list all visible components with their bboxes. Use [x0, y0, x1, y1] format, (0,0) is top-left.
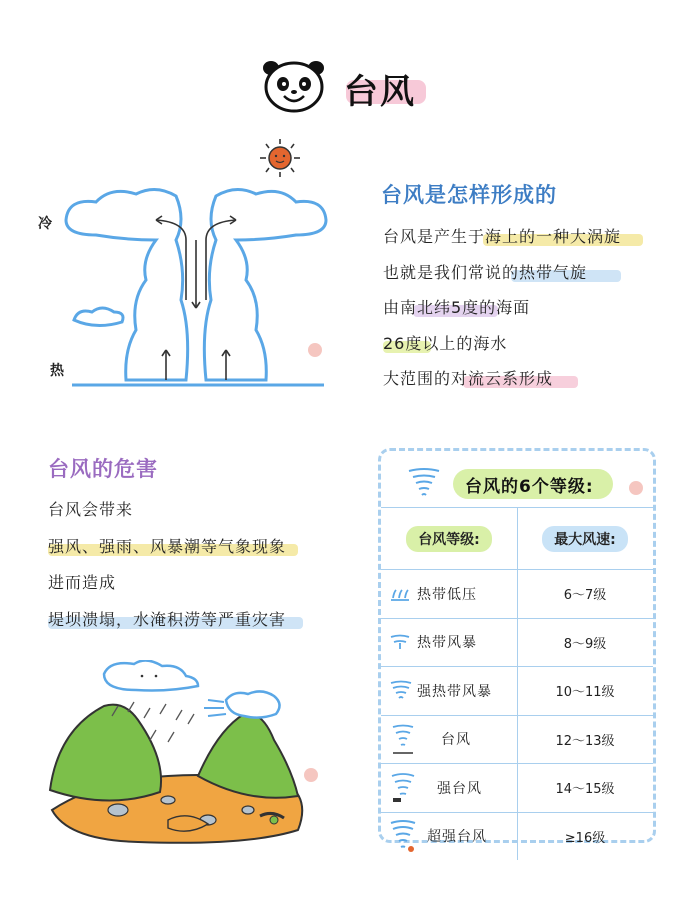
wind-speed: 12～13级 — [555, 733, 615, 749]
hazard-line-text: 强风、强雨、风暴潮等气象现象 — [48, 536, 287, 556]
formation-line-text: 大范围的对流云系形成 — [383, 369, 554, 388]
tornado-icon — [407, 467, 441, 499]
title-block — [258, 58, 438, 114]
wind-speed: 8～9级 — [563, 636, 607, 652]
hazard-line — [48, 607, 348, 644]
typhoon-icon — [389, 723, 417, 755]
hazard-line-text: 进而造成 — [48, 573, 117, 592]
level-name: 强台风 — [437, 780, 482, 797]
hazard-text — [48, 497, 348, 643]
level-name: 超强台风 — [427, 829, 487, 846]
low-pressure-icon — [389, 586, 411, 602]
col-level-header: 台风等级: — [406, 526, 492, 552]
wind-speed: ≥16级 — [564, 830, 606, 846]
seal-stamp — [308, 343, 322, 357]
col-speed-header: 最大风速: — [542, 526, 628, 552]
seal-stamp — [629, 481, 643, 495]
sun-icon — [258, 138, 302, 178]
wind-speed: 10～11级 — [555, 685, 615, 701]
table-row — [381, 666, 653, 715]
hazard-line — [48, 570, 348, 607]
table-row — [381, 763, 653, 812]
page-title: 台风 — [344, 72, 416, 112]
grade-header — [393, 461, 648, 507]
table-row — [381, 812, 653, 861]
hazard-line-text: 台风会带来 — [48, 500, 134, 519]
formation-line-text: 26度以上的海水 — [383, 333, 508, 353]
grade-table — [381, 507, 653, 860]
seal-stamp — [304, 768, 318, 782]
formation-line — [383, 366, 683, 402]
level-name: 强热带风暴 — [417, 683, 492, 700]
hazard-line — [48, 534, 348, 571]
super-typhoon-icon — [389, 819, 417, 853]
hazard-heading: 台风的危害 — [48, 457, 158, 481]
hazard-line — [48, 497, 348, 534]
formation-line-text: 也就是我们常说的热带气旋 — [383, 262, 588, 282]
severe-storm-icon — [389, 680, 413, 702]
tropical-storm-icon — [389, 633, 411, 651]
cold-label: 冷 — [38, 216, 52, 232]
wind-speed: 14～15级 — [555, 782, 615, 798]
table-row — [381, 715, 653, 764]
level-name: 热带风暴 — [417, 635, 477, 652]
level-name: 热带低压 — [417, 586, 477, 603]
hazard-line-text: 堤坝溃塌，水淹积涝等严重灾害 — [48, 609, 287, 629]
formation-heading: 台风是怎样形成的 — [381, 183, 557, 207]
table-header-row — [381, 507, 653, 569]
table-row — [381, 569, 653, 618]
strong-typhoon-icon — [389, 772, 417, 804]
formation-line — [383, 295, 683, 331]
table-row — [381, 618, 653, 667]
hot-label: 热 — [50, 363, 64, 379]
formation-line-text: 台风是产生于海上的一种大涡旋 — [383, 227, 622, 246]
formation-text — [383, 224, 683, 402]
wind-speed: 6～7级 — [563, 588, 607, 604]
convection-diagram — [36, 180, 336, 400]
grade-title: 台风的6个等级: — [465, 477, 594, 497]
formation-line — [383, 224, 683, 260]
formation-line — [383, 331, 683, 367]
landslide-illustration — [48, 660, 338, 850]
panda-icon — [258, 58, 330, 114]
grade-card — [378, 448, 656, 846]
formation-line — [383, 260, 683, 296]
formation-line-text: 由南北纬5度的海面 — [383, 298, 531, 317]
level-name: 台风 — [441, 732, 471, 749]
